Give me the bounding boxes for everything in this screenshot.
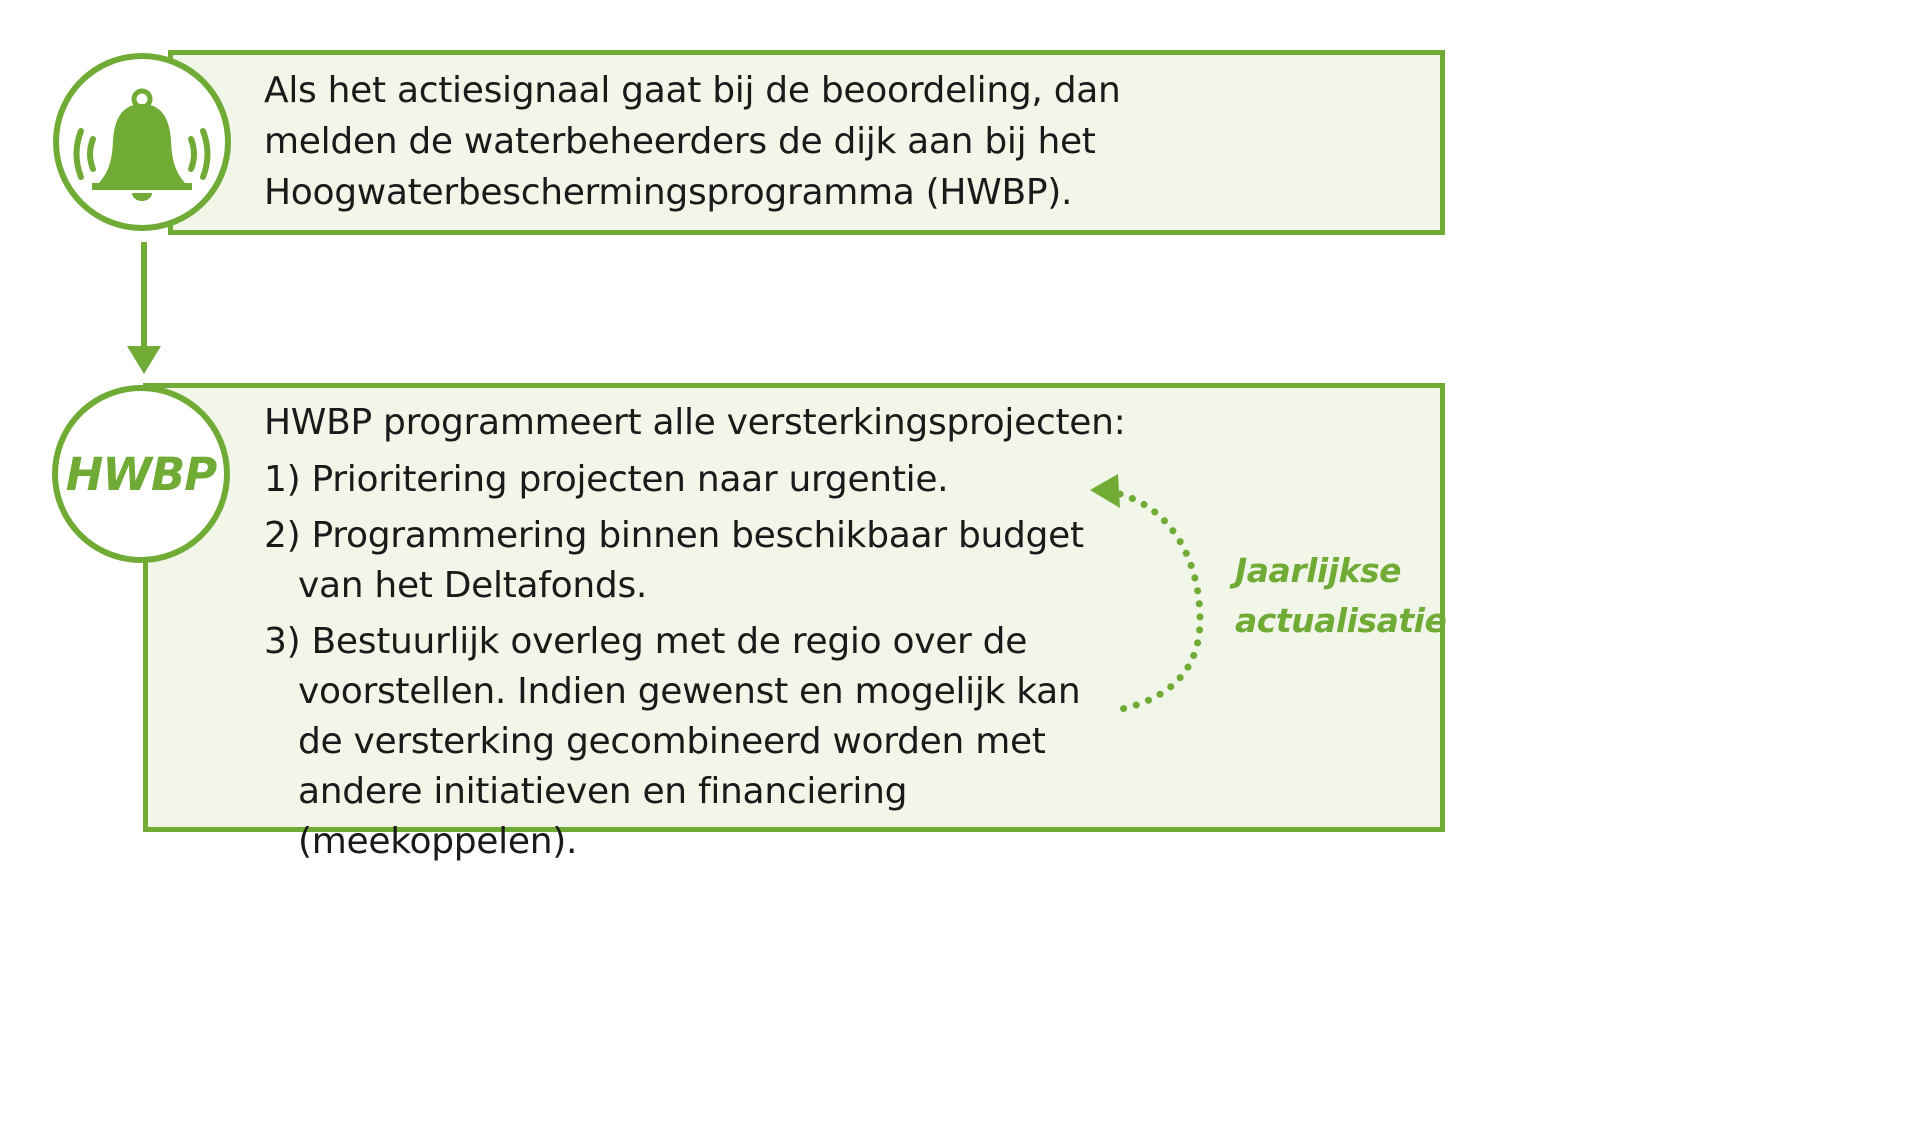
cycle-arrow-icon <box>1080 470 1230 720</box>
hwbp-label: HWBP <box>65 447 217 501</box>
hwbp-circle <box>52 385 230 563</box>
cycle-annotation-line1: Jaarlijkse <box>1235 551 1401 590</box>
cycle-annotation <box>1235 546 1446 646</box>
list-item: 3) Bestuurlijk overleg met de regio over de voorstellen. Indien gewenst en mogelijk kan de versterking gecombineerd worden met andere initiatieven en financiering (meekoppelen). <box>264 621 1081 862</box>
down-arrow-icon <box>124 242 164 376</box>
bell-circle <box>53 53 231 231</box>
list-item: 2) Programmering binnen beschikbaar budget van het Deltafonds. <box>264 515 1084 606</box>
bell-icon <box>59 59 225 225</box>
step2-heading: HWBP programmeert alle versterkingsprojecten: <box>264 402 1126 443</box>
step1-text: Als het actiesignaal gaat bij de beoordeling, dan melden de waterbeheerders de dijk aan bij het Hoogwaterbeschermingsprogramma (HWBP). <box>264 70 1121 213</box>
list-item: 1) Prioritering projecten naar urgentie. <box>264 459 949 500</box>
cycle-annotation-line2: actualisatie <box>1235 601 1447 640</box>
